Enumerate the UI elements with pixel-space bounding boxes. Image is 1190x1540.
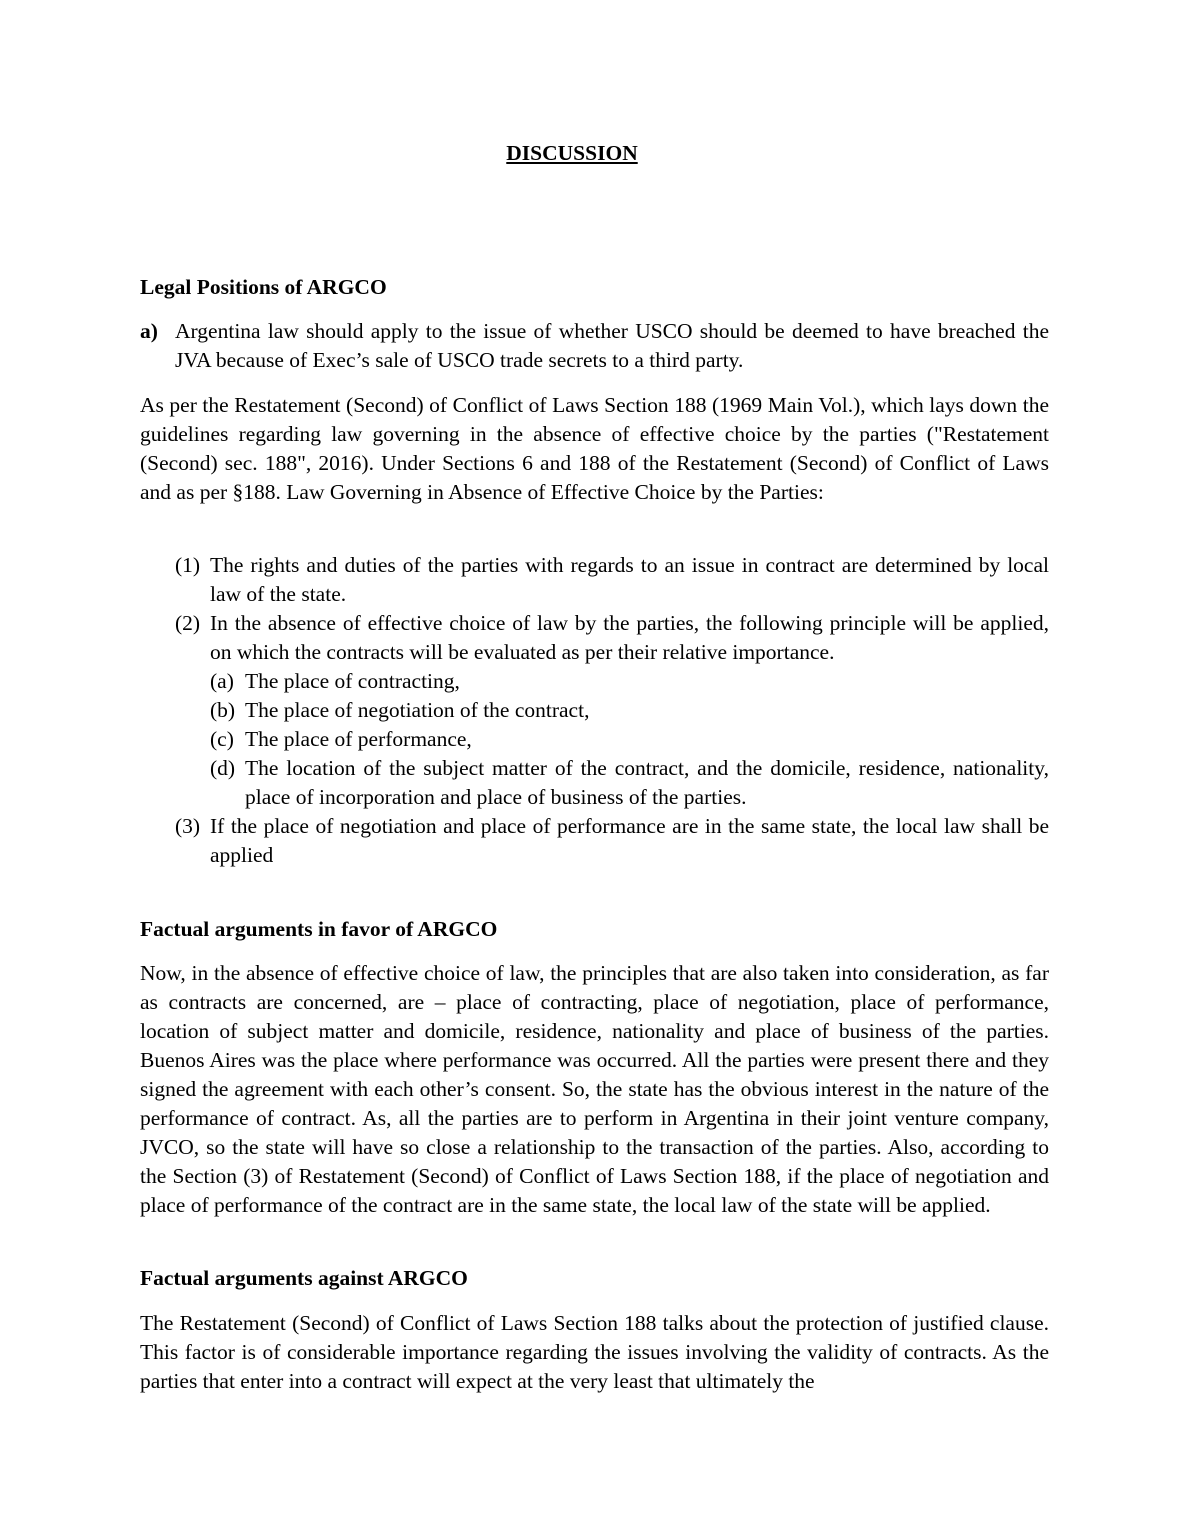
list-marker: (1) (175, 553, 201, 577)
list-marker: (3) (175, 814, 201, 838)
list-item-text: The location of the subject matter of the contract, and the domicile, residence, nationality, place of incorporation and place of business of the parties. (245, 756, 1049, 809)
list-marker: (c) (210, 727, 234, 751)
page-title: DISCUSSION (506, 141, 638, 165)
list-item-text: The place of contracting, (245, 669, 460, 693)
sub-item-b (210, 696, 1049, 725)
list-marker: a) (140, 319, 158, 343)
list-item-text: The place of negotiation of the contract, (245, 698, 590, 722)
list-item-text: If the place of negotiation and place of performance are in the same state, the local law shall be applied (210, 814, 1049, 867)
sub-item-d (210, 754, 1049, 812)
sub-item-c (210, 725, 1049, 754)
list-marker: (a) (210, 669, 234, 693)
list-item-text: The place of performance, (245, 727, 472, 751)
list-item-text: The rights and duties of the parties with regards to an issue in contract are determined by local law of the state. (210, 553, 1049, 606)
list-marker: (2) (175, 611, 201, 635)
section-heading-against: Factual arguments against ARGCO (140, 1266, 468, 1290)
list-item-2 (175, 609, 1049, 667)
paragraph-favor: Now, in the absence of effective choice of law, the principles that are also taken into consideration, as far as contracts are concerned, are – place of contracting, place of negotiation, place of performance, location of subject matter and domicile, residence, nationality and place of business of the parties. Buenos Aires was the place where performance was occurred. All the parties were present there and they signed the agreement with each other’s consent. So, the state has the obvious interest in the nature of the performance of contract. As, all the parties are to perform in Argentina in their joint venture company, JVCO, so the state will have so close a relationship to the transaction of the parties. Also, according to the Section (3) of Restatement (Second) of Conflict of Laws Section 188, if the place of negotiation and place of performance of the contract are in the same state, the local law of the state will be applied. (140, 961, 1049, 1217)
list-marker: (b) (210, 698, 236, 722)
section-heading-favor: Factual arguments in favor of ARGCO (140, 917, 498, 941)
list-item-text: Argentina law should apply to the issue of whether USCO should be deemed to have breached the JVA because of Exec’s sale of USCO trade secrets to a third party. (175, 319, 1049, 372)
list-item-text: In the absence of effective choice of law by the parties, the following principle will be applied, on which the contracts will be evaluated as per their relative importance. (210, 611, 1049, 664)
list-marker: (d) (210, 756, 236, 780)
list-item-3 (175, 812, 1049, 870)
paragraph-restatement: As per the Restatement (Second) of Conflict of Laws Section 188 (1969 Main Vol.), which lays down the guidelines regarding law governing in the absence of effective choice by the parties ("Restatement (Second) sec. 188", 2016). Under Sections 6 and 188 of the Restatement (Second) of Conflict of Laws and as per §188. Law Governing in Absence of Effective Choice by the Parties: (140, 393, 1049, 504)
list-item-a (140, 317, 1049, 375)
sub-item-a (210, 667, 1049, 696)
list-item-1 (175, 551, 1049, 609)
section-heading-legal-positions: Legal Positions of ARGCO (140, 275, 387, 299)
paragraph-against: The Restatement (Second) of Conflict of Laws Section 188 talks about the protection of justified clause. This factor is of considerable importance regarding the issues involving the validity of contracts. As the parties that enter into a contract will expect at the very least that ultimately the (140, 1311, 1049, 1393)
